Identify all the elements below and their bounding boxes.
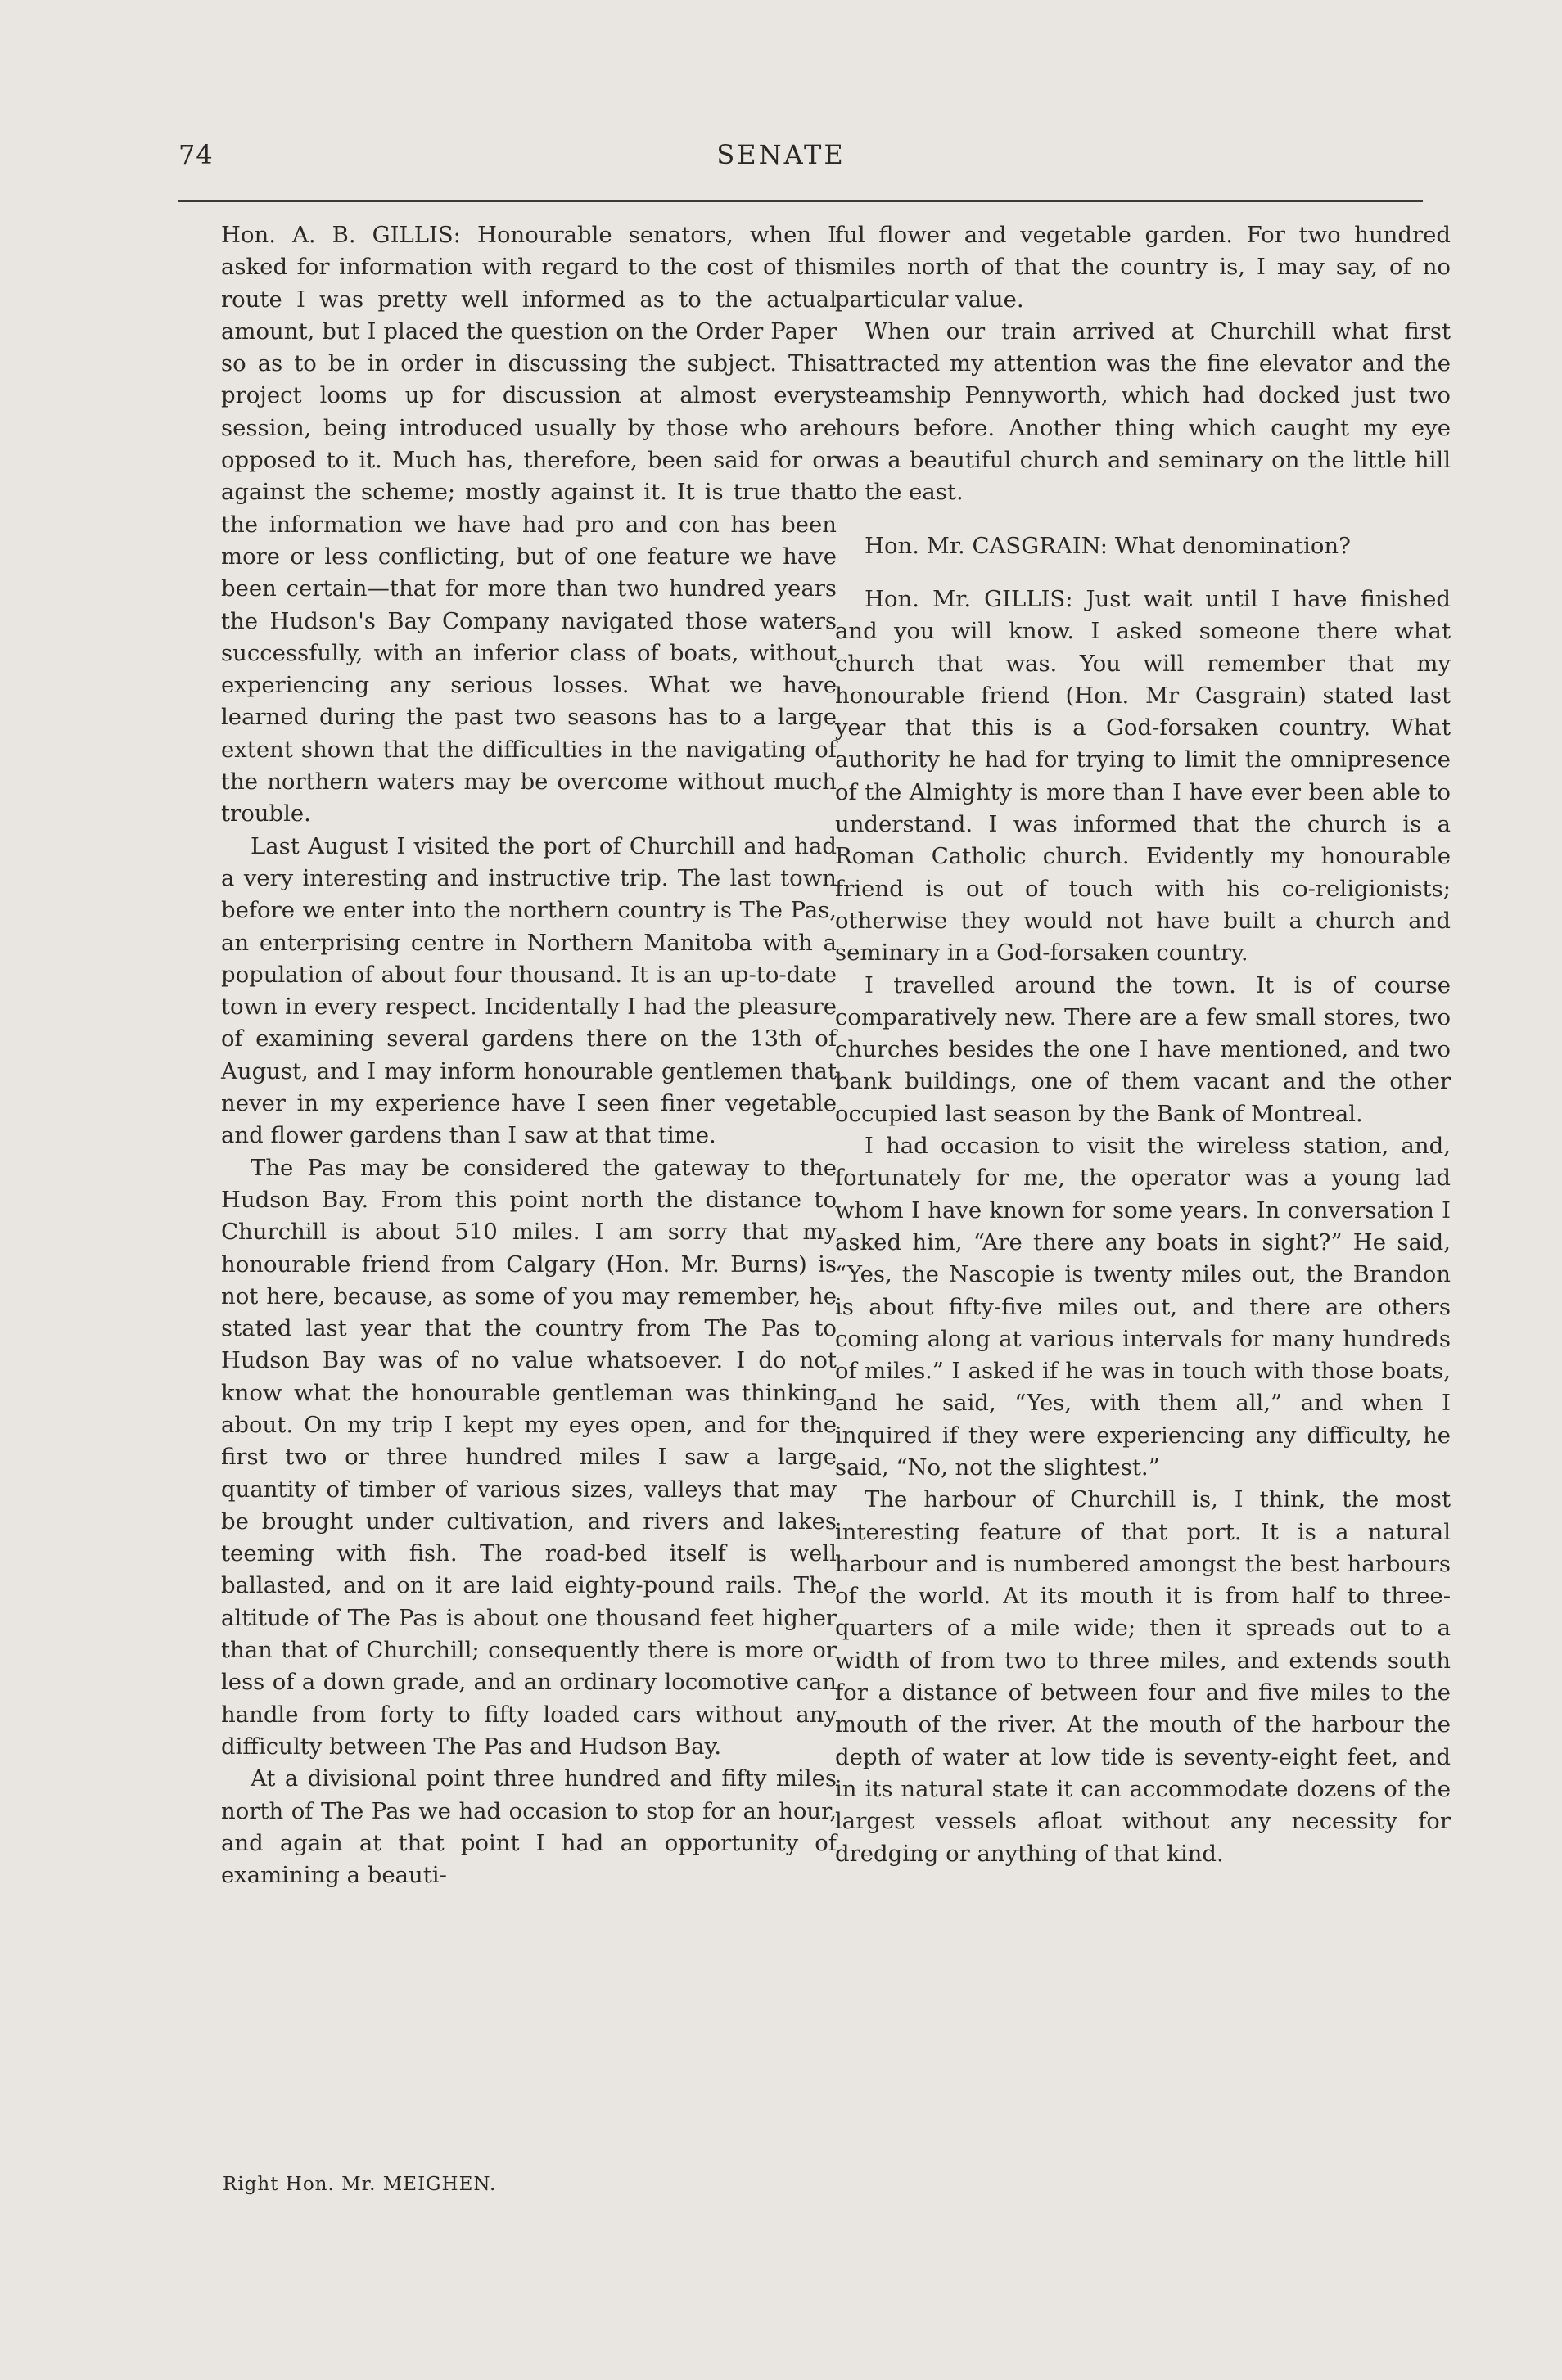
paragraph: Hon. A. B. GILLIS: Honourable senators, when I asked for information with regard to the cost of this route I was pretty well informed as to the actual amount, but I placed the question on the Order Paper so as to be in order in discussing the subject. This project looms up for discussion at almost every session, being introduced usually by those who are opposed to it. Much has, therefore, been said for or against the scheme; mostly against it. It is true that the information we have had pro and con has been more or less conflicting, but of one feature we have been certain—that for more than two hundred years the Hudson's Bay Company navigated those waters successfully, with an inferior class of boats, without experiencing any serious losses. What we have learned during the past two seasons has to a large extent shown that the difficulties in the navigating of the northern waters may be overcome without much trouble. (221, 222, 837, 827)
paragraph: The harbour of Churchill is, I think, the most interesting feature of that port. It is a natural harbour and is numbered amongst the best harbours of the world. At its mouth it is from half to three-quarters of a mile wide; then it spreads out to a width of from two to three miles, and extends south for a distance of between four and five miles to the mouth of the river. At the mouth of the harbour the depth of water at low tide is seventy-eight feet, and in its natural state it can accommodate dozens of the largest vessels afloat without any necessity for dredging or anything of that kind. (835, 1486, 1451, 1867)
paragraph: Hon. Mr. GILLIS: Just wait until I have finished and you will know. I asked someone there what church that was. You will remember that my honourable friend (Hon. Mr Casgrain) stated last year that this is a God-forsaken country. What authority he had for trying to limit the omnipresence of the Almighty is more than I have ever been able to understand. I was informed that the church is a Roman Catholic church. Evidently my honourable friend is out of touch with his co-religionists; otherwise they would not have built a church and seminary in a God-forsaken country. (835, 585, 1451, 967)
paragraph: At a divisional point three hundred and fifty miles north of The Pas we had occasion to stop for an hour, and again at that point I had an opportunity of examining a beauti- (221, 1765, 837, 1889)
page-number: 74 (178, 139, 214, 170)
right-column (835, 219, 1451, 1870)
paragraph: ful flower and vegetable garden. For two hundred miles north of that the country is, I may say, of no particular value. (835, 222, 1451, 313)
header-rule (178, 200, 1423, 202)
paragraph: The Pas may be considered the gateway to the Hudson Bay. From this point north the distance to Churchill is about 510 miles. I am sorry that my honourable friend from Calgary (Hon. Mr. Burns) is not here, because, as some of you may remember, he stated last year that the country from The Pas to Hudson Bay was of no value whatsoever. I do not know what the honourable gentleman was thinking about. On my trip I kept my eyes open, and for the first two or three hundred miles I saw a large quantity of timber of various sizes, valleys that may be brought under cultivation, and rivers and lakes teeming with fish. The road-bed itself is well ballasted, and on it are laid eighty-pound rails. The altitude of The Pas is about one thousand feet higher than that of Churchill; consequently there is more or less of a down grade, and an ordinary locomotive can handle from forty to fifty loaded cars without any difficulty between The Pas and Hudson Bay. (221, 1154, 837, 1760)
footer-note: Right Hon. Mr. MEIGHEN. (223, 2174, 497, 2195)
running-title: SENATE (716, 139, 846, 170)
paragraph: When our train arrived at Churchill what first attracted my attention was the fine elevator and the steamship Pennyworth, which had docked just two hours before. Another thing which caught my eye was a beautiful church and seminary on the little hill to the east. (835, 318, 1451, 506)
left-column (221, 219, 837, 1891)
paragraph: Last August I visited the port of Churchill and had a very interesting and instructive trip. The last town before we enter into the northern country is The Pas, an enterprising centre in Northern Manitoba with a population of about four thousand. It is an up-to-date town in every respect. Incidentally I had the pleasure of examining several gardens there on the 13th of August, and I may inform honourable gentlemen that never in my experience have I seen finer vegetable and flower gardens than I saw at that time. (221, 832, 837, 1149)
paragraph: Hon. Mr. CASGRAIN: What denomination? (865, 532, 1351, 559)
paragraph: I travelled around the town. It is of course comparatively new. There are a few small stores, two churches besides the one I have mentioned, and two bank buildings, one of them vacant and the other occupied last season by the Bank of Montreal. (835, 971, 1451, 1127)
paragraph: I had occasion to visit the wireless station, and, fortunately for me, the operator was a young lad whom I have known for some years. In conversation I asked him, “Are there any boats in sight?” He said, “Yes, the Nascopie is twenty miles out, the Brandon is about fifty-five miles out, and there are others coming along at various intervals for many hundreds of miles.” I asked if he was in touch with those boats, and he said, “Yes, with them all,” and when I inquired if they were experiencing any difficulty, he said, “No, not the slightest.” (835, 1133, 1451, 1481)
